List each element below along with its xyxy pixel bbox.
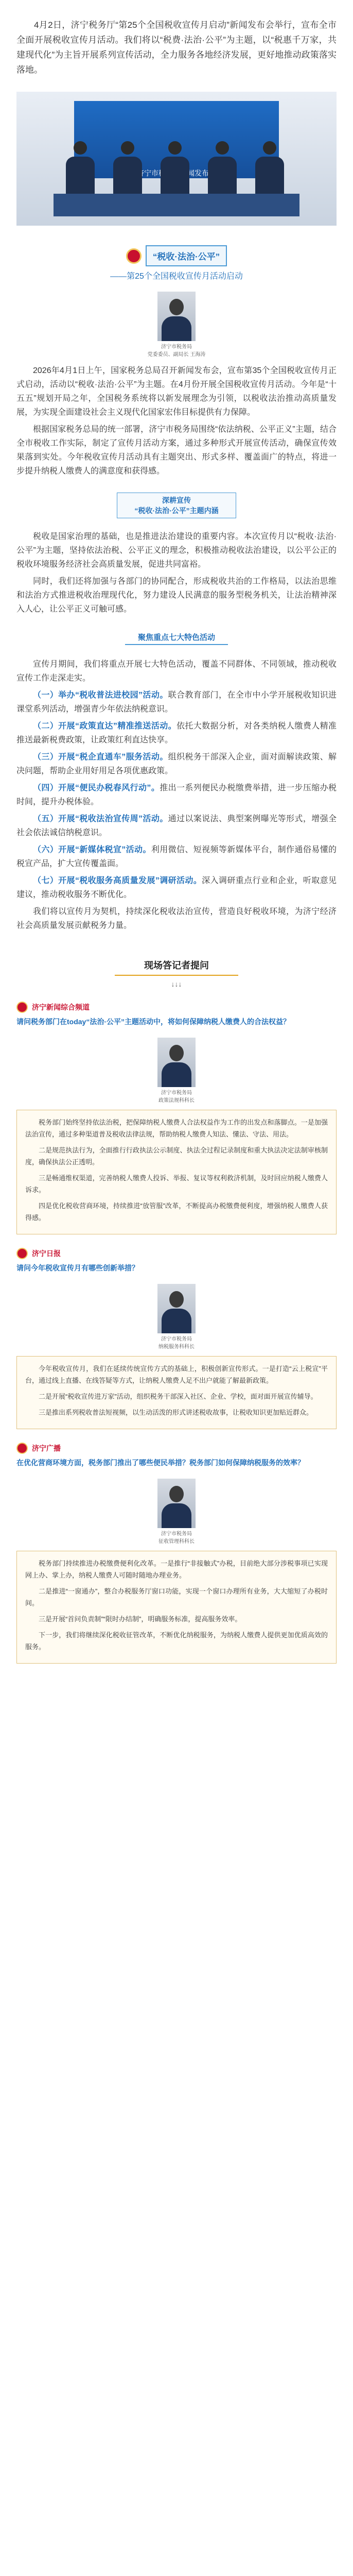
conference-table — [54, 194, 299, 216]
list-item: （六）开展“新媒体税宣”活动。利用微信、短视频等新媒体平台，制作通俗易懂的税宣产品，扩大宣传覆盖面。 — [16, 845, 337, 868]
answer-paragraph: 三是开展“首问负责制”“限时办结制”，明确服务标准，提高服务效率。 — [39, 1615, 242, 1623]
section-tag-1 — [117, 493, 236, 518]
qa-header-2 — [16, 1248, 337, 1259]
paragraph: 同时，我们还将加强与各部门的协同配合，形成税收共治的工作格局，以法治思维和法治方式推进税收治理现代化，努力建设人民满意的服务型税务机关，让法治精神深入人心，让公平正义可触可感。 — [16, 577, 337, 614]
qa-source: 济宁广播 — [32, 1444, 61, 1452]
paragraph: 我们将以宣传月为契机，持续深化税收法治宣传，营造良好税收环境，为济宁经济社会高质量发展贡献税务力量。 — [16, 907, 337, 930]
answer-paragraph: 四是优化税收营商环境，持续推进“放管服”改革，不断提高办税缴费便利度，增强纳税人缴费人获得感。 — [25, 1202, 328, 1222]
person-figure — [208, 141, 237, 198]
speaker-title: 纳税服务科科长 — [158, 1344, 195, 1350]
speaker-title: 党委委员、副局长 王海涛 — [147, 352, 206, 358]
qa-question: 请问今年税收宣传月有哪些创新举措？ — [16, 1264, 139, 1272]
tax-emblem-icon — [126, 248, 142, 264]
speaker-org: 济宁市税务局 — [161, 1090, 192, 1096]
answer-paragraph: 税务部门始终坚持依法治税，把保障纳税人缴费人合法权益作为工作的出发点和落脚点。一是加强法治宣传，通过多种渠道普及税收法律法规，帮助纳税人缴费人知法、懂法、守法、用法。 — [25, 1118, 328, 1138]
answer-paragraph: 二是规范执法行为，全面推行行政执法公示制度、执法全过程记录制度和重大执法决定法制审核制度，确保执法公正透明。 — [25, 1146, 328, 1166]
answer-paragraph: 二是推进“一窗通办”，整合办税服务厅窗口功能，实现一个窗口办理所有业务，大大缩短了办税时间。 — [25, 1587, 328, 1607]
speaker-org: 济宁市税务局 — [161, 1531, 192, 1537]
answer-paragraph: 下一步，我们将继续深化税收征管改革，不断优化纳税服务，为纳税人缴费人提供更加优质高效的服务。 — [25, 1631, 328, 1651]
campaign-banner — [68, 245, 285, 281]
banner-subtitle: ——第25个全国税收宣传月活动启动 — [110, 272, 243, 281]
list-item: （三）开展“税企直通车”服务活动。组织税务干部深入企业，面对面解读政策、解决问题，帮助企业用好用足各项优惠政策。 — [16, 753, 337, 775]
list-item: （七）开展“税收服务高质量发展”调研活动。深入调研重点行业和企业，听取意见建议，推动税收服务不断优化。 — [16, 876, 337, 899]
qa-speaker — [0, 1479, 353, 1546]
media-logo-icon — [16, 1248, 28, 1259]
section-tag-line2: “税收·法治·公平”主题内涵 — [134, 506, 219, 515]
banner-title: “税收·法治·公平” — [146, 245, 227, 266]
paragraph: 税收是国家治理的基础，也是推进法治建设的重要内容。本次宣传月以“税收·法治·公平”为主题，坚持依法治税、公平正义的理念，积极推动税收法治建设，以公平公正的税收环境服务经济社会高质量发展，促进共同富裕。 — [16, 532, 337, 569]
qa-question: 在优化营商环境方面，税务部门推出了哪些便民举措？税务部门如何保障纳税服务的效率？ — [16, 1459, 305, 1467]
paragraph: 宣传月期间，我们将重点开展七大特色活动，覆盖不同群体、不同领域，推动税收宣传工作走深走实。 — [16, 660, 337, 683]
answer-paragraph: 二是开展“税收宣传进万家”活动，组织税务干部深入社区、企业、学校，面对面开展宣传辅导。 — [39, 1393, 317, 1400]
media-logo-icon — [16, 1002, 28, 1013]
qa-section-title: 现场答记者提问 — [115, 958, 238, 976]
speaker-title: 政策法规科科长 — [158, 1098, 195, 1104]
speaker-org: 济宁市税务局 — [161, 1336, 192, 1342]
speaker-photo — [157, 292, 196, 341]
answer-paragraph: 三是畅通维权渠道，完善纳税人缴费人投诉、举报、复议等权利救济机制，及时回应纳税人缴费人诉求。 — [25, 1174, 328, 1194]
person-figure — [161, 141, 189, 198]
qa-speaker — [0, 1284, 353, 1351]
qa-source: 济宁新闻综合频道 — [32, 1003, 90, 1011]
qa-header-3 — [16, 1443, 337, 1454]
person-figure — [113, 141, 142, 198]
person-figure — [66, 141, 95, 198]
answer-paragraph: 今年税收宣传月，我们在延续传统宣传方式的基础上，积极创新宣传形式。一是打造“云上税宣”平台，通过线上直播、在线答疑等方式，让纳税人缴费人足不出户就能了解最新政策。 — [25, 1365, 328, 1384]
person-figure — [255, 141, 284, 198]
intro-paragraph: 4月2日，济宁税务厅“第25个全国税收宣传月启动”新闻发布会举行，宣布全市全面开展税收宣传月活动。我们将以“税费·法治·公平”为主题，以“税惠千万家，共建现代化”为主旨开展系列宣传活动，全力服务各地经济发展，更好地推动政策落实落地。 — [16, 20, 337, 75]
list-item: （五）开展“税收法治宣传周”活动。通过以案说法、典型案例曝光等形式，增强全社会依法诚信纳税意识。 — [16, 815, 337, 837]
paragraph: 根据国家税务总局的统一部署，济宁市税务局围绕“依法纳税、公平正义”主题，结合全市税收工作实际，制定了宣传月活动方案，通过多种形式开展宣传活动，确保宣传效果落到实处。今年税收宣传月活动具有主题突出、形式多样、覆盖面广的特点，将进一步提升纳税人缴费人的满意度和获得感。 — [16, 425, 337, 476]
answer-paragraph: 税务部门持续推进办税缴费便利化改革。一是推行“非接触式”办税，目前绝大部分涉税事项已实现网上办、掌上办，纳税人缴费人可随时随地办理业务。 — [25, 1560, 328, 1579]
qa-header-1 — [16, 1002, 337, 1013]
speaker-1 — [0, 292, 353, 359]
qa-question: 请问税务部门在today“法治·公平”主题活动中，将如何保障纳税人缴费人的合法权益？ — [16, 1018, 290, 1026]
speaker-title: 征收管理科科长 — [158, 1539, 195, 1545]
list-item: （四）开展“便民办税春风行动”。推出一系列便民办税缴费举措，进一步压缩办税时间，提升办税体验。 — [16, 784, 337, 806]
qa-speaker — [0, 1038, 353, 1105]
qa-answer — [16, 1551, 337, 1664]
footer-space — [0, 1669, 353, 1684]
qa-answer — [16, 1356, 337, 1429]
press-conference-photo — [16, 92, 337, 226]
list-item: （一）举办“税收普法进校园”活动。联合教育部门，在全市中小学开展税收知识进课堂系列活动，增强青少年依法纳税意识。 — [16, 691, 337, 714]
speaker-photo — [157, 1038, 196, 1087]
down-arrows-icon: ↓↓↓ — [171, 980, 182, 988]
qa-answer — [16, 1110, 337, 1234]
section-3 — [0, 652, 353, 941]
section-2 — [0, 524, 353, 624]
section-tag-2: 聚焦重点七大特色活动 — [125, 632, 228, 645]
list-item: （二）开展“政策直达”精准推送活动。依托大数据分析，对各类纳税人缴费人精准推送最新税费政策，让政策红利直达快享。 — [16, 722, 337, 744]
media-logo-icon — [16, 1443, 28, 1454]
section-tag-line1: 深耕宣传 — [162, 496, 191, 504]
answer-paragraph: 三是推出系列税收普法短视频，以生动活泼的形式讲述税收故事，让税收知识更加贴近群众。 — [39, 1409, 313, 1416]
speaker-org: 济宁市税务局 — [161, 344, 192, 350]
qa-source: 济宁日报 — [32, 1249, 61, 1258]
paragraph: 2026年4月1日上午，国家税务总局召开新闻发布会，宣布第35个全国税收宣传月正式启动，活动以“税收·法治·公平”为主题。在4月份开展全国税收宣传月活动。今年是“十五五”规划开局之年，全国税务系统将以新发展理念为引领，以税收法治推动高质量发展，为实现全面建设社会主义现代化国家宏伟目标提供有力保障。 — [16, 366, 337, 417]
speaker-photo — [157, 1284, 196, 1333]
speaker-photo — [157, 1479, 196, 1528]
section-1 — [0, 359, 353, 486]
